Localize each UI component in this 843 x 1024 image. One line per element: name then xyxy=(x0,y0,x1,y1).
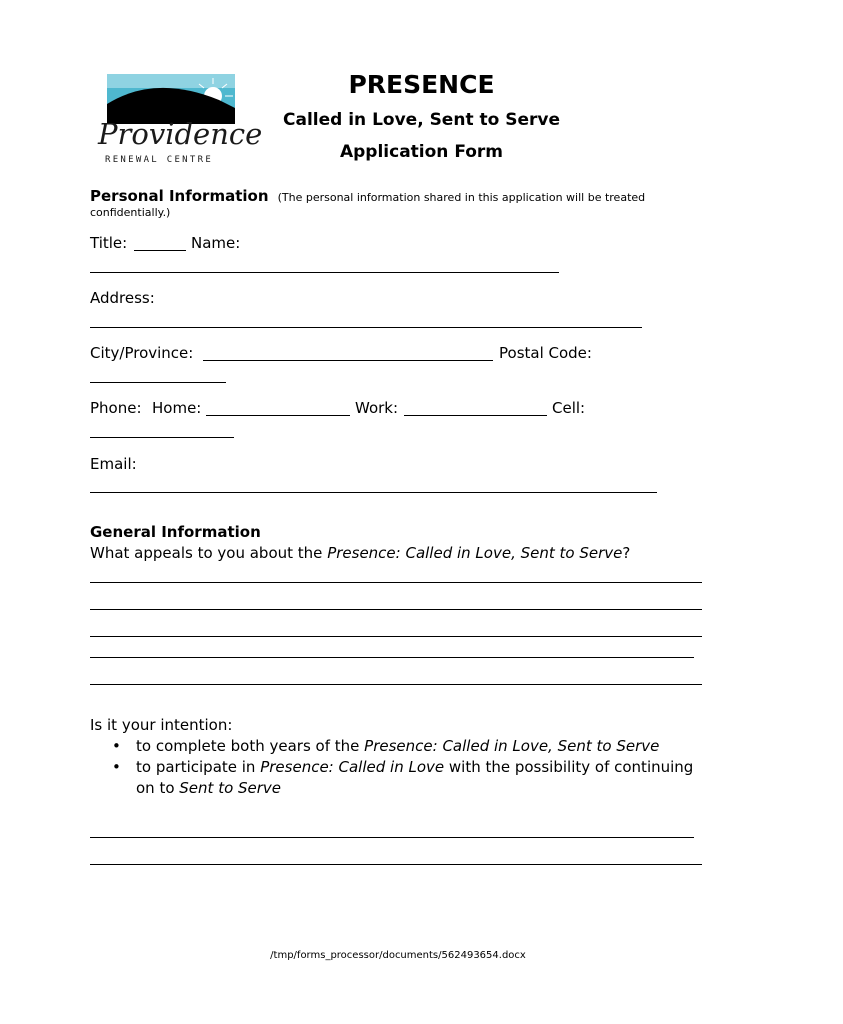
phone-label: Phone: xyxy=(90,399,142,417)
email-label: Email: xyxy=(90,455,137,473)
intention-option-presence-only xyxy=(90,757,704,799)
appeal-question xyxy=(90,544,630,562)
intention-options xyxy=(90,736,704,799)
name-field[interactable] xyxy=(90,272,559,273)
city-province-label: City/Province: xyxy=(90,344,194,362)
appeal-answer-line[interactable] xyxy=(90,636,702,637)
name-label: Name: xyxy=(191,234,241,252)
address-label: Address: xyxy=(90,289,155,307)
home-phone-field[interactable] xyxy=(206,415,350,416)
email-field[interactable] xyxy=(90,492,657,493)
postal-code-label: Postal Code: xyxy=(499,344,592,362)
city-province-field[interactable] xyxy=(203,360,493,361)
postal-code-field[interactable] xyxy=(90,382,226,383)
confidentiality-note-cont: confidentially.) xyxy=(90,206,171,219)
address-field[interactable] xyxy=(90,327,642,328)
option-text: with the possibility of continuing on to xyxy=(136,758,694,797)
page-title: PRESENCE xyxy=(348,70,495,99)
appeal-answer-line[interactable] xyxy=(90,609,702,610)
option-program: Sent to Serve xyxy=(179,779,282,797)
work-phone-label: Work: xyxy=(355,399,399,417)
appeal-answer-line[interactable] xyxy=(90,684,702,685)
intention-label: Is it your intention: xyxy=(90,716,233,734)
appeal-question-prefix: What appeals to you about the xyxy=(90,544,328,562)
appeal-question-suffix: ? xyxy=(622,544,631,562)
option-text: to complete both years of the xyxy=(136,737,365,755)
logo-subtext: RENEWAL CENTRE xyxy=(105,155,214,165)
personal-info-heading-row xyxy=(90,186,645,205)
title-label: Title: xyxy=(90,234,128,252)
title-field[interactable] xyxy=(134,250,186,251)
page-subtitle: Called in Love, Sent to Serve xyxy=(283,110,560,130)
appeal-answer-line[interactable] xyxy=(90,657,694,658)
option-program: Presence: Called in Love, Sent to Serve xyxy=(364,737,660,755)
cell-phone-field[interactable] xyxy=(90,437,234,438)
logo-script-text: Providence xyxy=(98,117,263,151)
intention-answer-line[interactable] xyxy=(90,837,694,838)
option-text: to participate in xyxy=(136,758,261,776)
appeal-answer-line[interactable] xyxy=(90,582,702,583)
general-info-heading: General Information xyxy=(90,523,261,541)
appeal-question-program: Presence: Called in Love, Sent to Serve xyxy=(327,544,623,562)
document-path-footer: /tmp/forms_processor/documents/562493654.docx xyxy=(270,950,526,961)
intention-answer-line[interactable] xyxy=(90,864,702,865)
work-phone-field[interactable] xyxy=(404,415,547,416)
personal-info-heading: Personal Information xyxy=(90,187,269,205)
intention-option-both-years xyxy=(90,736,704,757)
cell-phone-label: Cell: xyxy=(552,399,586,417)
home-phone-label: Home: xyxy=(152,399,202,417)
option-program: Presence: Called in Love xyxy=(260,758,445,776)
form-name: Application Form xyxy=(339,142,504,162)
confidentiality-note: (The personal information shared in this application will be treated xyxy=(277,191,646,204)
